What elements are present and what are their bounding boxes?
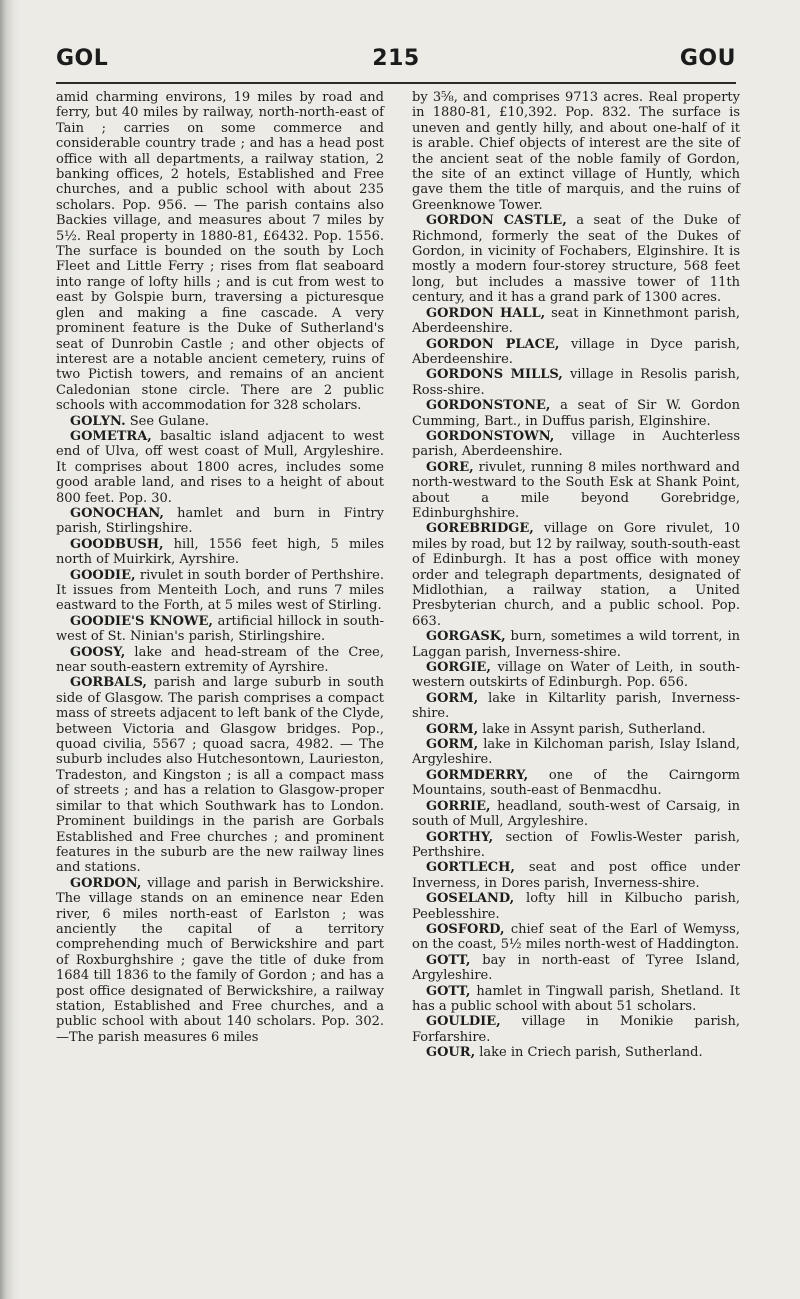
gazetteer-entry [412, 429, 740, 460]
entry-headword: GORE, [426, 459, 474, 475]
entry-text: a seat of the Duke of Richmond, formerly the seat of the Dukes of Gordon, in vicinity of Fochabers, Elginshire. It is mostly a modern four-storey structure, 568 feet long, but includes a massive tower of 11th century, and it has a grand park of 1300 acres. [412, 213, 740, 306]
gazetteer-entry [412, 768, 740, 799]
entry-headword: GORDON HALL, [426, 305, 546, 321]
entry-text: village on Gore rivulet, 10 miles by road, but 12 by railway, south-south-east of Edinburgh. It has a post office with money order and telegraph departments, designated of Midlothian, a railway station, a United Presbyterian church, and a public school. Pop. 663. [412, 521, 740, 629]
entry-headword: GORTLECH, [426, 860, 515, 876]
entry-text: headland, south-west of Carsaig, in south of Mull, Argyleshire. [412, 798, 740, 830]
entry-headword: GORGASK, [426, 629, 506, 645]
gazetteer-entry [412, 460, 740, 522]
gazetteer-entry [56, 614, 384, 645]
entry-headword: GOODIE'S KNOWE, [70, 613, 213, 629]
entry-text: village in Monikie parish, Forfarshire. [412, 1014, 740, 1045]
entry-text: lofty hill in Kilbucho parish, Peeblesshire. [412, 891, 740, 922]
entry-text: village on Water of Leith, in south-western outskirts of Edinburgh. Pop. 656. [412, 660, 740, 691]
entry-text: parish and large suburb in south side of Glasgow. The parish comprises a compact mass of streets adjacent to left bank of the Clyde, between Victoria and Glasgow bridges. Pop., quoad civilia, 5567 ; quoad sacra, 4982. — The suburb includes also Hutchesontown, Laurieston, Tradeston, and Kingston ; is all a compact mass of streets ; and has a relation to Glasgow-proper similar to that which Southwark has to London. Prominent buildings in the parish are Gorbals Established and Free churches ; and prominent features in the suburb are the new railway lines and stations. [56, 675, 384, 876]
entry-headword: GOTT, [426, 952, 471, 968]
gazetteer-entry [56, 90, 384, 414]
header-left-guideword: GOL [56, 46, 109, 71]
entry-headword: GORDON CASTLE, [426, 213, 567, 229]
entry-headword: GOOSY, [70, 644, 126, 660]
entry-headword: GOMETRA, [70, 428, 152, 444]
entry-text: basaltic island adjacent to west end of Ulva, off west coast of Mull, Argyleshire. It comprises about 1800 acres, includes some good arable land, and rises to a height of about 800 feet. Pop. 30. [56, 428, 384, 506]
entry-headword: GOODIE, [70, 567, 136, 583]
entry-headword: GORDONSTOWN, [426, 428, 555, 444]
gazetteer-entry [412, 629, 740, 660]
entry-text: seat and post office under Inverness, in Dores parish, Inverness-shire. [412, 860, 740, 891]
entry-text: hamlet and burn in Fintry parish, Stirlingshire. [56, 505, 384, 537]
gazetteer-entry [56, 568, 384, 614]
entry-headword: GOODBUSH, [70, 536, 164, 552]
entry-text: one of the Cairngorm Mountains, south-east of Benmacdhu. [412, 767, 740, 799]
gazetteer-entry [412, 1045, 740, 1060]
entry-text: burn, sometimes a wild torrent, in Laggan parish, Inverness-shire. [412, 629, 740, 660]
right-column [412, 90, 740, 1061]
entry-text: seat in Kinnethmont parish, Aberdeenshire. [412, 305, 741, 337]
entry-headword: GORRIE, [426, 798, 491, 814]
gazetteer-entry [56, 506, 384, 537]
entry-text: hill, 1556 feet high, 5 miles north of Muirkirk, Ayrshire. [56, 536, 384, 568]
entry-headword: GORM, [426, 737, 479, 753]
entry-headword: GOREBRIDGE, [426, 521, 534, 537]
entry-headword: GOULDIE, [426, 1014, 501, 1030]
header-right-guideword: GOU [679, 46, 736, 71]
gazetteer-entry [56, 645, 384, 676]
gazetteer-entry [56, 876, 384, 1045]
gazetteer-entry [412, 398, 740, 429]
page-number: 215 [372, 46, 420, 71]
entry-text: amid charming environs, 19 miles by road and ferry, but 40 miles by railway, north-north-east of Tain ; carries on some commerce and considerable country trade ; and has a head post office with all departments, a railway station, 2 banking offices, 2 hotels, Established and Free churches, and a public school with about 235 scholars. Pop. 956. — The parish contains also Backies village, and measures about 7 miles by 5½. Real property in 1880-81, £6432. Pop. 1556. The surface is bounded on the south by Loch Fleet and Little Ferry ; rises from flat seaboard into range of lofty hills ; and is cut from west to east by Golspie burn, traversing a picturesque glen and making a fine cascade. A very prominent feature is the Duke of Sutherland's seat of Dunrobin Castle ; and other objects of interest are a notable ancient cemetery, ruins of two Pictish towers, and remains of an ancient Caledonian stone circle. There are 2 public schools with accommodation for 328 scholars. [56, 90, 384, 414]
entry-headword: GORMDERRY, [426, 767, 529, 783]
entry-text: rivulet, running 8 miles northward and north-westward to the South Esk at Shank Point, about a mile beyond Gorebridge, Edinburghshire. [412, 459, 740, 521]
gazetteer-entry [412, 953, 740, 984]
gazetteer-entry [412, 891, 740, 922]
gazetteer-entry [56, 414, 384, 429]
entry-text: lake in Criech parish, Sutherland. [479, 1045, 703, 1061]
gazetteer-entry [412, 90, 740, 213]
entry-headword: GORTHY, [426, 829, 494, 845]
entry-headword: GORDONS MILLS, [426, 367, 563, 383]
gazetteer-entry [412, 722, 740, 737]
entry-text: lake in Kiltarlity parish, Inverness-shire. [412, 690, 740, 722]
entry-text: See Gulane. [129, 413, 210, 429]
entry-text: hamlet in Tingwall parish, Shetland. It has a public school with about 51 scholars. [412, 983, 740, 1014]
entry-headword: GOTT, [426, 983, 471, 999]
gazetteer-entry [412, 830, 740, 861]
entry-text: village in Dyce parish, Aberdeenshire. [412, 336, 740, 367]
entry-headword: GORBALS, [70, 675, 147, 691]
gazetteer-entry [412, 860, 740, 891]
gazetteer-entry [412, 337, 740, 368]
entry-text: bay in north-east of Tyree Island, Argyleshire. [412, 952, 740, 984]
gazetteer-entry [412, 691, 740, 722]
gazetteer-entry [412, 984, 740, 1015]
entry-headword: GOLYN. [70, 413, 126, 429]
entry-headword: GORM, [426, 721, 479, 737]
gazetteer-entry [412, 213, 740, 305]
entry-headword: GORDON PLACE, [426, 336, 560, 352]
gazetteer-entry [412, 306, 740, 337]
entry-text: lake in Kilchoman parish, Islay Island, Argyleshire. [412, 737, 740, 768]
gazetteer-entry [412, 922, 740, 953]
entry-text: by 3⅝, and comprises 9713 acres. Real property in 1880-81, £10,392. Pop. 832. The surface is uneven and gently hilly, and about one-half of it is arable. Chief objects of interest are the site of the ancient seat of the noble family of Gordon, the site of an extinct village of Huntly, which gave them the title of marquis, and the ruins of Greenknowe Tower. [412, 90, 740, 213]
gazetteer-entry [56, 675, 384, 875]
entry-headword: GOSELAND, [426, 891, 515, 907]
entry-text: lake and head-stream of the Cree, near south-eastern extremity of Ayrshire. [56, 644, 385, 676]
entry-text: village in Auchterless parish, Aberdeenshire. [412, 428, 740, 460]
entry-headword: GOUR, [426, 1045, 476, 1061]
gazetteer-entry [412, 1014, 740, 1045]
entry-headword: GONOCHAN, [70, 505, 164, 521]
entry-headword: GORDONSTONE, [426, 398, 551, 414]
gazetteer-entry [56, 429, 384, 506]
entry-text: chief seat of the Earl of Wemyss, on the coast, 5½ miles north-west of Haddington. [412, 921, 740, 953]
entry-text: rivulet in south border of Perthshire. It issues from Menteith Loch, and runs 7 miles eastward to the Forth, at 5 miles west of Stirling. [56, 567, 384, 614]
entry-text: village in Resolis parish, Ross-shire. [412, 367, 740, 398]
page-edge-shadow [0, 0, 20, 1299]
running-header [56, 46, 736, 80]
left-column [56, 90, 384, 1045]
gazetteer-entry [412, 521, 740, 629]
header-rule [56, 82, 736, 84]
entry-headword: GOSFORD, [426, 921, 505, 937]
entry-text: lake in Assynt parish, Sutherland. [482, 721, 706, 737]
entry-text: village and parish in Berwickshire. The village stands on an eminence near Eden river, 6 miles north-east of Earlston ; was anciently the capital of a territory comprehending much of Berwickshire and part of Roxburghshire ; gave the title of duke from 1684 till 1836 to the family of Gordon ; and has a post office designated of Berwickshire, a railway station, Established and Free churches, and a public school with about 140 scholars. Pop. 302.—The parish measures 6 miles [56, 875, 384, 1045]
entry-text: artificial hillock in south-west of St. Ninian's parish, Stirlingshire. [56, 613, 384, 645]
gazetteer-entry [412, 660, 740, 691]
gazetteer-entry [412, 737, 740, 768]
gazetteer-entry [412, 367, 740, 398]
entry-headword: GORM, [426, 690, 479, 706]
entry-text: a seat of Sir W. Gordon Cumming, Bart., in Duffus parish, Elginshire. [412, 398, 740, 429]
entry-headword: GORGIE, [426, 660, 491, 676]
gazetteer-entry [412, 799, 740, 830]
entry-headword: GORDON, [70, 875, 142, 891]
gazetteer-entry [56, 537, 384, 568]
entry-text: section of Fowlis-Wester parish, Perthshire. [412, 829, 740, 860]
